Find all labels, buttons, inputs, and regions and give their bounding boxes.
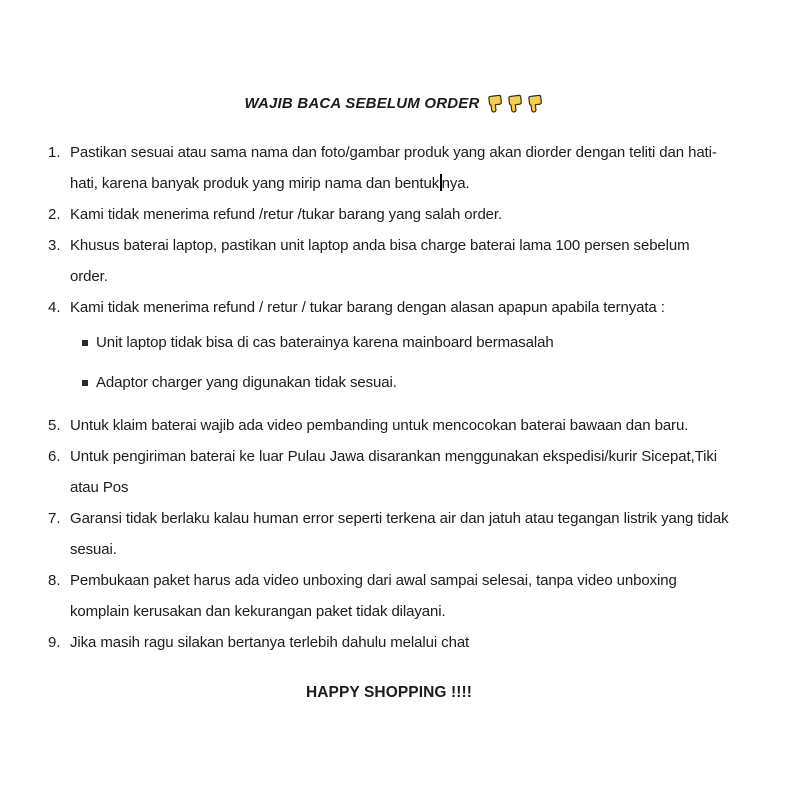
list-item [48, 441, 730, 503]
title-icons [487, 94, 544, 113]
item-text-start: Pastikan sesuai atau sama nama dan foto/gambar produk yang akan diorder dengan teliti dan hati-hati, karena banyak produk yang mirip nama dan bentuk [70, 144, 717, 192]
footer-text: HAPPY SHOPPING !!!! [305, 684, 473, 701]
item-number: 4. [48, 299, 61, 316]
item-text: Kami tidak menerima refund /retur /tukar barang yang salah order. [70, 206, 503, 223]
sub-bullet-item [82, 367, 730, 398]
square-bullet-icon [82, 340, 88, 346]
list-item [48, 199, 730, 230]
item-number: 5. [48, 417, 61, 434]
square-bullet-icon [82, 380, 88, 386]
item-number: 6. [48, 448, 61, 465]
item-text: Jika masih ragu silakan bertanya terlebih dahulu melalui chat [70, 634, 470, 651]
list-item [48, 627, 730, 658]
item-number: 8. [48, 572, 61, 589]
item-text: Pembukaan paket harus ada video unboxing dari awal sampai selesai, tanpa video unboxing komplain kerusakan dan kekurangan paket tidak dilayani. [70, 572, 677, 620]
item-number: 7. [48, 510, 61, 527]
item-text [70, 137, 730, 199]
item-number: 9. [48, 634, 61, 651]
item-text: Untuk klaim baterai wajib ada video pembanding untuk mencocokan baterai bawaan dan baru. [70, 417, 689, 434]
list-item [48, 292, 730, 398]
notice-list [48, 137, 730, 658]
sub-bullet-text: Adaptor charger yang digunakan tidak sesuai. [96, 374, 397, 391]
sub-bullet-item [82, 327, 730, 358]
sub-bullet-list [82, 327, 730, 398]
item-number: 1. [48, 144, 61, 161]
pointing-down-icon [485, 93, 504, 114]
sub-bullet-text: Unit laptop tidak bisa di cas baterainya karena mainboard bermasalah [96, 334, 554, 351]
item-text: Khusus baterai laptop, pastikan unit laptop anda bisa charge baterai lama 100 persen sebelum order. [70, 237, 690, 285]
list-item [48, 230, 730, 292]
pointing-down-icon [525, 93, 544, 114]
list-item [48, 410, 730, 441]
list-item [48, 137, 730, 199]
item-number: 3. [48, 237, 61, 254]
page-title [58, 92, 730, 114]
item-text-end: nya. [441, 175, 470, 192]
item-text: Kami tidak menerima refund / retur / tukar barang dengan alasan apapun apabila ternyata : [70, 299, 665, 316]
list-item [48, 503, 730, 565]
title-text: WAJIB BACA SEBELUM ORDER [244, 94, 480, 112]
item-text: Garansi tidak berlaku kalau human error seperti terkena air dan jatuh atau tegangan listrik yang tidak sesuai. [70, 510, 729, 558]
list-item [48, 565, 730, 627]
item-number: 2. [48, 206, 61, 223]
item-text: Untuk pengiriman baterai ke luar Pulau Jawa disarankan menggunakan ekspedisi/kurir Sicepat,Tiki atau Pos [70, 448, 717, 496]
pointing-down-icon [505, 93, 524, 114]
